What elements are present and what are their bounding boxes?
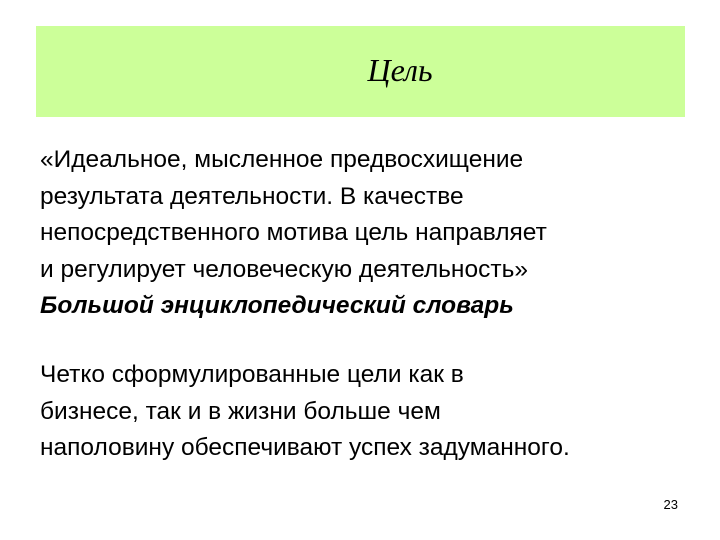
body-line: наполовину обеспечивают успех задуманного. [40,434,570,461]
body-line: бизнесе, так и в жизни больше чем [40,397,441,425]
quote-line: «Идеальное, мысленное предвосхищение [40,146,524,173]
quote-line: результата деятельности. В качестве [40,182,464,210]
slide-title: Цель [367,52,433,88]
quote-line: непосредственного мотива цель направляет [40,219,547,246]
body-paragraph [40,357,710,467]
quote-source: Большой энциклопедический словарь [40,292,514,319]
page-number: 23 [663,497,678,512]
definition-quote [40,142,700,325]
body-line: Четко сформулированные цели как в [40,361,464,388]
quote-line: и регулирует человеческую деятельность» [40,255,528,283]
